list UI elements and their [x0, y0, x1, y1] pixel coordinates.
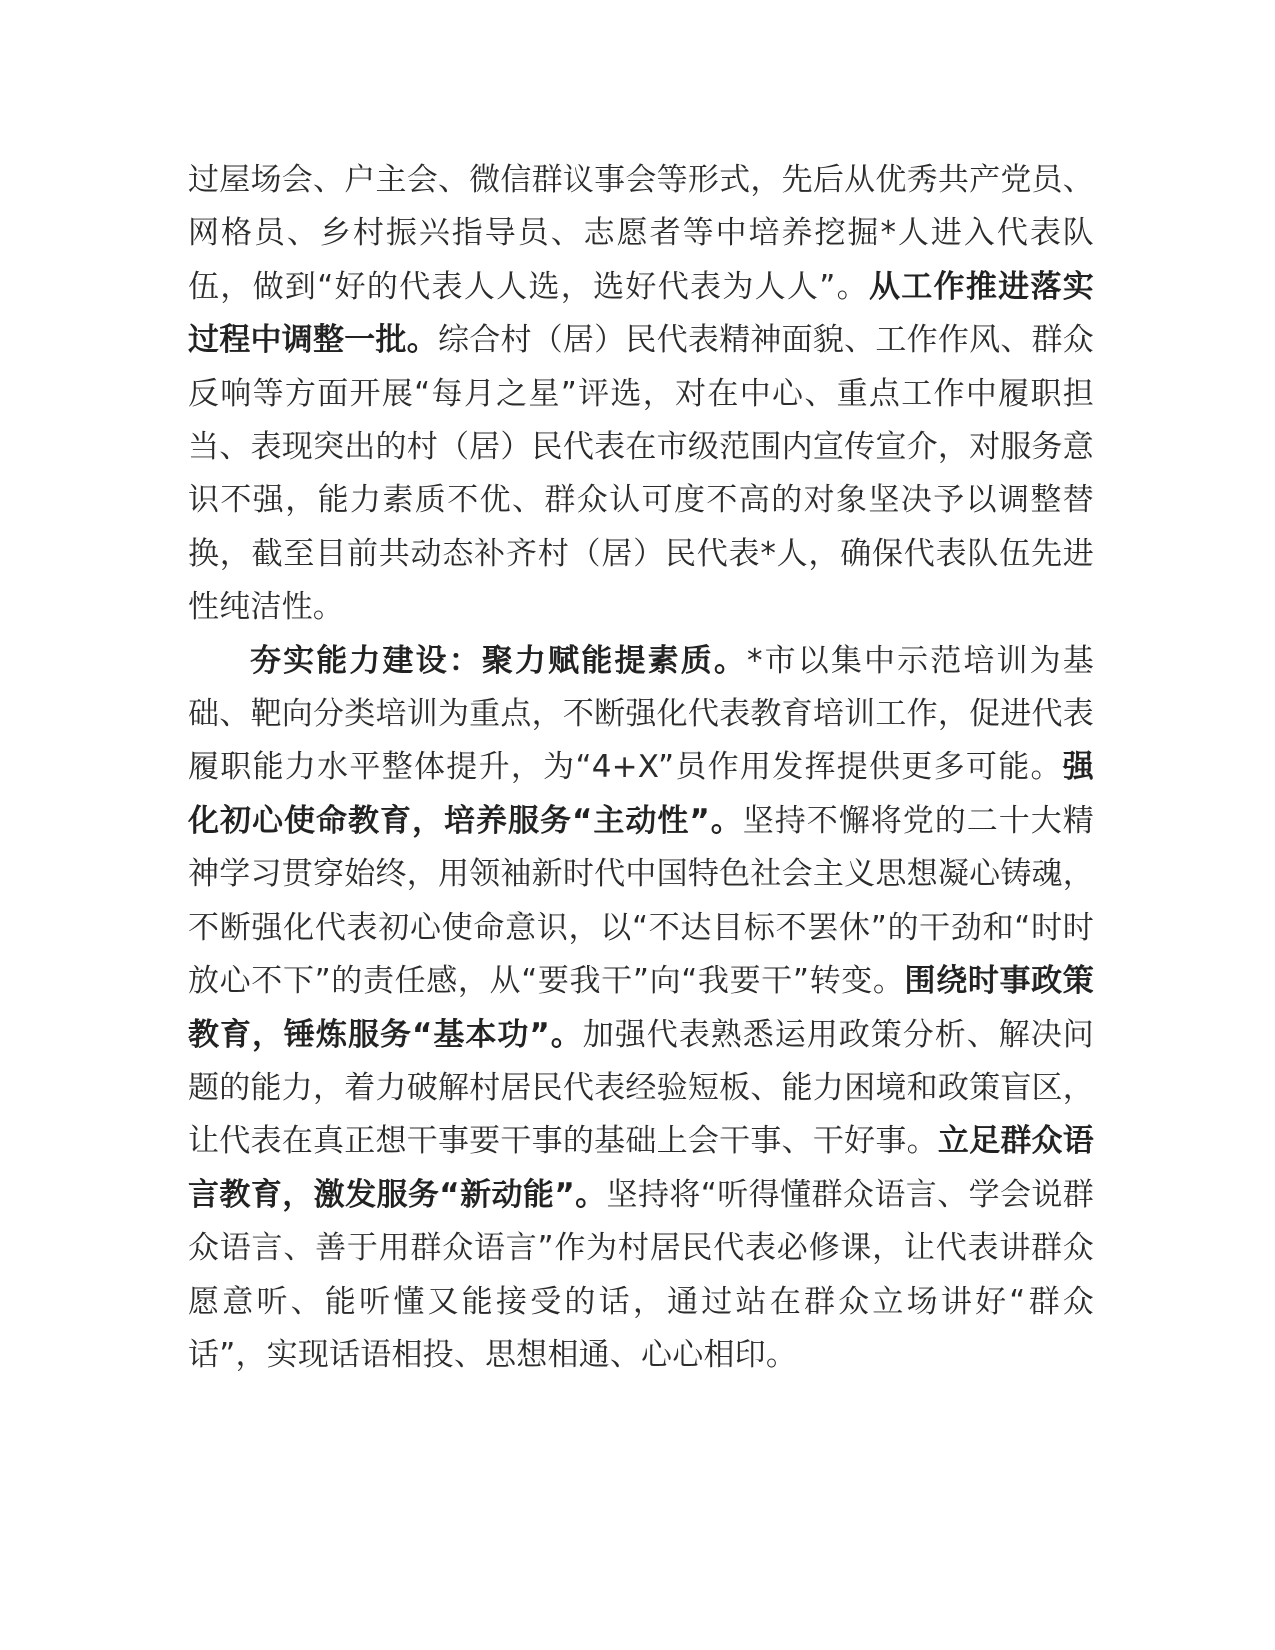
- text-run: 坚持不懈将党的二十大精神学习贯穿始终，用领袖新时代中国特色社会主义思想凝心铸魂，不断强化代表初心使命意识，以“不达目标不罢休”的干劲和“时时放心不下”的责任感，从“要我干”向“我要干”转变。: [188, 802, 1094, 1000]
- text-run: *市以集中示范培训为基础、靶向分类培训为重点，不断强化代表教育培训工作，促进代表履职能力水平整体提升，为“4+X”员作用发挥提供更多可能。: [188, 642, 1095, 786]
- bold-heading-run: 强化初心使命教育，培养服务“主动性”。: [188, 749, 1094, 839]
- bold-heading-run: 夯实能力建设：聚力赋能提素质。: [250, 642, 747, 679]
- text-run: 综合村（居）民代表精神面貌、工作作风、群众反响等方面开展“每月之星”评选，对在中心、重点工作中履职担当、表现突出的村（居）民代表在市级范围内宣传宣介，对服务意识不强，能力素质不优、群众认可度不高的对象坚决予以调整替换，截至目前共动态补齐村（居）民代表*人，确保代表队伍先进性纯洁性。: [188, 322, 1094, 626]
- paragraph-2: [188, 635, 1094, 1383]
- document-body: [188, 154, 1094, 1382]
- bold-heading-run: 立足群众语言教育，激发服务“新动能”。: [188, 1123, 1094, 1213]
- text-run: 坚持将“听得懂群众语言、学会说群众语言、善于用群众语言”作为村居民代表必修课，让代表讲群众愿意听、能听懂又能接受的话，通过站在群众立场讲好“群众话”，实现话语相投、思想相通、心心相印。: [188, 1176, 1095, 1373]
- paragraph-1: [188, 154, 1094, 635]
- bold-heading-run: 从工作推进落实过程中调整一批。: [188, 268, 1094, 359]
- text-run: 过屋场会、户主会、微信群议事会等形式，先后从优秀共产党员、网格员、乡村振兴指导员、志愿者等中培养挖掘*人进入代表队伍，做到“好的代表人人选，选好代表为人人”。: [188, 162, 1094, 305]
- text-run: 加强代表熟悉运用政策分析、解决问题的能力，着力破解村居民代表经验短板、能力困境和政策盲区，让代表在真正想干事要干事的基础上会干事、干好事。: [188, 1016, 1094, 1160]
- bold-heading-run: 围绕时事政策教育，锤炼服务“基本功”。: [188, 963, 1094, 1053]
